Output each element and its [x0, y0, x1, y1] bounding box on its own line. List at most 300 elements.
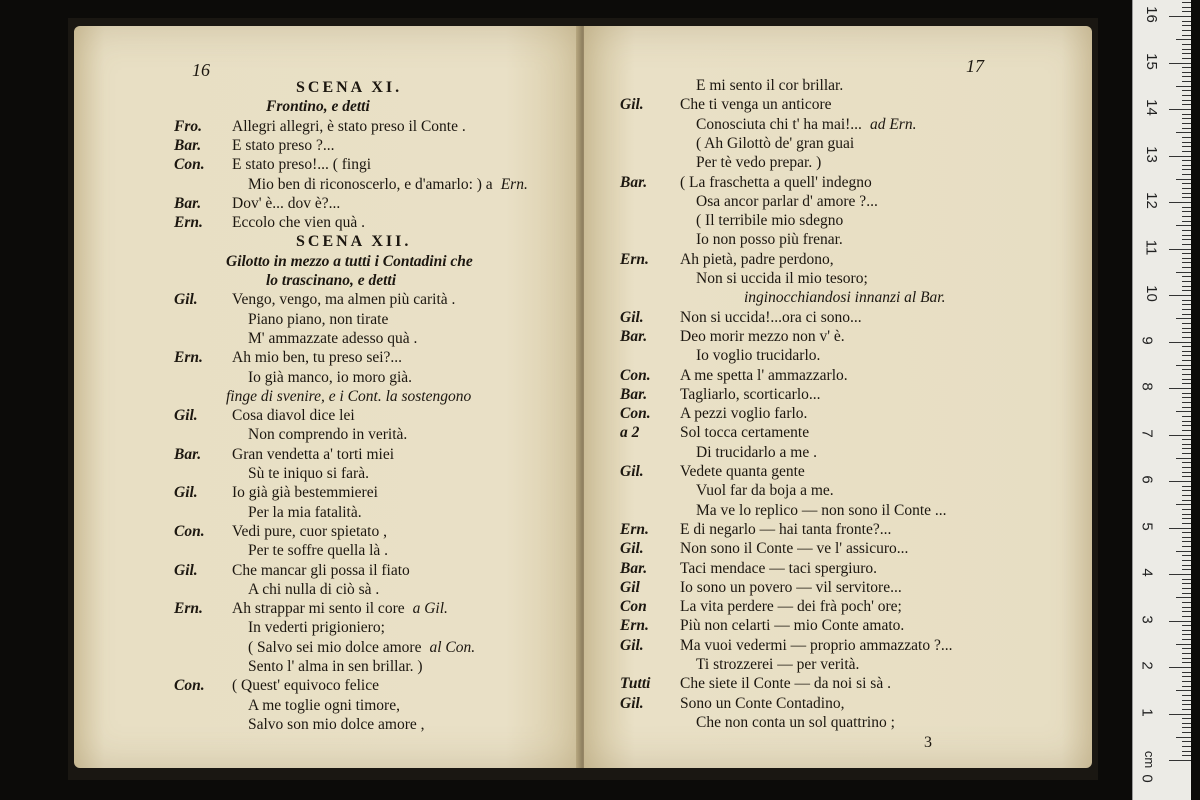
ruler-tick	[1182, 518, 1191, 519]
signature-mark: 3	[924, 734, 932, 751]
ruler-tick	[1176, 132, 1191, 133]
page-number-right: 17	[966, 56, 984, 76]
verse-text: Ah strappar mi sento il core	[232, 600, 405, 618]
stage-direction: al Con.	[429, 638, 476, 656]
verse-text: Dov' è... dov è?...	[232, 194, 341, 212]
text-line	[620, 636, 952, 655]
ruler-label: 15	[1142, 52, 1160, 70]
verse-text: Vuol far da boja a me.	[696, 482, 834, 500]
text-line	[620, 327, 845, 346]
ruler-tick	[1169, 109, 1191, 110]
speaker-label: Gil.	[620, 540, 644, 558]
ruler-tick	[1182, 560, 1191, 561]
verse-text: E stato preso!... ( fingi	[232, 156, 372, 174]
ruler-tick	[1169, 388, 1191, 389]
text-line	[620, 308, 862, 327]
ruler-tick	[1169, 16, 1191, 17]
ruler-tick	[1182, 686, 1191, 687]
ruler-tick	[1182, 142, 1191, 143]
ruler-tick	[1182, 300, 1191, 301]
text-line	[620, 694, 844, 713]
ruler-tick	[1176, 644, 1191, 645]
ruler-label: 10	[1142, 285, 1160, 302]
speaker-label: Bar.	[174, 445, 202, 463]
ruler-tick	[1182, 662, 1191, 663]
text-line	[174, 348, 402, 367]
ruler-tick	[1182, 146, 1191, 147]
ruler-tick	[1182, 607, 1191, 608]
ruler-tick	[1182, 267, 1191, 268]
ruler-tick	[1169, 760, 1191, 761]
verse-text: Io già già bestemmierei	[232, 484, 378, 502]
verse-text: M' ammazzate adesso quà .	[248, 329, 418, 347]
ruler-tick	[1169, 435, 1191, 436]
ruler-tick	[1182, 634, 1191, 635]
ruler-tick	[1176, 458, 1191, 459]
text-line	[620, 520, 891, 539]
ruler-tick	[1182, 741, 1191, 742]
ruler-label: 3	[1138, 614, 1156, 624]
ruler-tick	[1182, 346, 1191, 347]
verse-text: Più non celarti — mio Conte amato.	[680, 617, 905, 635]
ruler-tick	[1182, 369, 1191, 370]
ruler-tick	[1182, 658, 1191, 659]
verse-text: Allegri allegri, è stato preso il Conte .	[232, 117, 466, 135]
ruler-tick	[1182, 630, 1191, 631]
speaker-label: Ern.	[620, 617, 649, 635]
scene-subheading: lo trascinano, e detti	[266, 272, 397, 289]
speaker-label: Bar.	[620, 559, 648, 577]
ruler-tick	[1182, 495, 1191, 496]
ruler-tick	[1182, 500, 1191, 501]
text-line	[266, 271, 396, 290]
verse-text: Ah mio ben, tu preso sei?...	[232, 349, 403, 367]
ruler-tick	[1182, 421, 1191, 422]
book	[68, 18, 1098, 780]
ruler-tick	[1182, 374, 1191, 375]
ruler-tick	[1182, 472, 1191, 473]
ruler-tick	[1182, 290, 1191, 291]
verse-text: Per tè vedo prepar. )	[696, 154, 822, 172]
ruler-tick	[1182, 235, 1191, 236]
ruler-tick	[1182, 537, 1191, 538]
ruler-tick	[1182, 49, 1191, 50]
text-line	[174, 638, 475, 657]
verse-text: ( Il terribile mio sdegno	[696, 212, 844, 230]
ruler-tick	[1182, 579, 1191, 580]
text-line	[620, 616, 904, 635]
verse-text: Vengo, vengo, ma almen più carità .	[232, 291, 456, 309]
ruler-tick	[1182, 355, 1191, 356]
text-line	[620, 192, 878, 211]
text-line	[174, 599, 448, 618]
ruler-tick	[1182, 541, 1191, 542]
ruler-tick	[1182, 583, 1191, 584]
ruler-tick	[1182, 486, 1191, 487]
ruler-tick	[1182, 174, 1191, 175]
ruler-tick	[1182, 104, 1191, 105]
speaker-label: Bar.	[174, 136, 202, 154]
ruler-tick	[1182, 700, 1191, 701]
ruler-tick	[1182, 165, 1191, 166]
ruler-tick	[1182, 76, 1191, 77]
ruler-tick	[1182, 602, 1191, 603]
ruler-label: 14	[1142, 99, 1160, 116]
ruler-tick	[1169, 249, 1191, 250]
verse-text: Deo morir mezzo non v' è.	[680, 327, 845, 345]
text-line	[174, 618, 385, 637]
text-line	[174, 503, 362, 522]
ruler-tick	[1176, 225, 1191, 226]
ruler-tick	[1182, 718, 1191, 719]
text-line	[620, 250, 834, 269]
ruler-tick	[1182, 262, 1191, 263]
measurement-ruler	[1132, 0, 1191, 800]
text-line	[620, 366, 848, 385]
text-line	[620, 713, 895, 732]
ruler-tick	[1182, 532, 1191, 533]
ruler-tick	[1182, 444, 1191, 445]
verse-text: Che ti venga un anticore	[680, 96, 832, 114]
ruler-tick	[1182, 727, 1191, 728]
ruler-tick	[1182, 30, 1191, 31]
ruler-label: 2	[1138, 661, 1156, 670]
verse-text: Sento l' alma in sen brillar. )	[248, 658, 423, 675]
speaker-label: Con.	[620, 405, 651, 423]
ruler-tick	[1182, 509, 1191, 510]
text-line	[620, 539, 908, 558]
ruler-tick	[1176, 318, 1191, 319]
stage-direction: finge di svenire, e i Cont. la sostengono	[226, 387, 472, 405]
speaker-label: Ern.	[174, 349, 203, 367]
verse-text: ( Salvo sei mio dolce amore	[248, 638, 422, 656]
ruler-tick	[1182, 323, 1191, 324]
speaker-label: Gil.	[174, 291, 198, 309]
ruler-label: 0	[1138, 774, 1156, 783]
verse-text: Sù te iniquo si farà.	[248, 465, 369, 482]
ruler-label: 11	[1142, 239, 1160, 255]
speaker-label: Ern.	[620, 520, 649, 538]
ruler-tick	[1182, 281, 1191, 282]
text-line	[174, 696, 400, 715]
ruler-tick	[1176, 365, 1191, 366]
text-line	[620, 134, 854, 153]
verse-text: Cosa diavol dice lei	[232, 407, 355, 425]
verse-text: Ah pietà, padre perdono,	[680, 250, 834, 268]
speaker-label: Gil.	[620, 636, 644, 654]
ruler-tick	[1169, 481, 1191, 482]
ruler-tick	[1182, 95, 1191, 96]
verse-text: Io voglio trucidarlo.	[696, 347, 821, 365]
ruler-tick	[1176, 179, 1191, 180]
ruler-tick	[1182, 21, 1191, 22]
right-page	[584, 26, 1092, 768]
text-line	[620, 481, 834, 500]
ruler-tick	[1182, 169, 1191, 170]
ruler-tick	[1182, 593, 1191, 594]
speaker-label: Gil.	[174, 561, 198, 579]
ruler-label: 7	[1138, 428, 1156, 438]
ruler-tick	[1182, 393, 1191, 394]
ruler-tick	[1182, 462, 1191, 463]
text-line	[174, 541, 388, 560]
verse-text: Per la mia fatalità.	[248, 503, 362, 521]
ruler-tick	[1176, 690, 1191, 691]
ruler-tick	[1182, 379, 1191, 380]
ruler-tick	[1182, 239, 1191, 240]
ruler-tick	[1182, 755, 1191, 756]
verse-text: Sol tocca certamente	[680, 424, 810, 442]
speaker-label: Gil.	[620, 308, 644, 326]
speaker-label: Bar.	[620, 173, 648, 191]
ruler-tick	[1182, 276, 1191, 277]
ruler-tick	[1169, 342, 1191, 343]
verse-text: A chi nulla di ciò sà .	[248, 580, 380, 598]
ruler-tick	[1182, 490, 1191, 491]
text-line	[620, 443, 817, 462]
text-line	[174, 425, 407, 444]
ruler-tick	[1182, 555, 1191, 556]
ruler-tick	[1182, 11, 1191, 12]
ruler-label: 5	[1138, 521, 1156, 531]
ruler-tick	[1182, 639, 1191, 640]
ruler-tick	[1182, 25, 1191, 26]
ruler-tick	[1182, 407, 1191, 408]
ruler-tick	[1182, 723, 1191, 724]
speaker-label: Gil.	[620, 96, 644, 114]
ruler-tick	[1182, 160, 1191, 161]
ruler-tick	[1182, 118, 1191, 119]
speaker-label: Con.	[620, 366, 651, 384]
ruler-tick	[1182, 732, 1191, 733]
ruler-tick	[1182, 676, 1191, 677]
ruler-tick	[1169, 63, 1191, 64]
ruler-tick	[1182, 123, 1191, 124]
ruler-tick	[1182, 746, 1191, 747]
ruler-tick	[1182, 448, 1191, 449]
text-line	[620, 559, 877, 578]
verse-text: Che non conta un sol quattrino ;	[696, 713, 895, 731]
verse-text: Eccolo che vien quà .	[232, 214, 365, 232]
verse-text: ( La fraschetta a quell' indegno	[680, 173, 872, 191]
ruler-tick	[1182, 100, 1191, 101]
ruler-tick	[1182, 128, 1191, 129]
speaker-label: Con.	[174, 156, 205, 174]
ruler-tick	[1182, 402, 1191, 403]
ruler-tick	[1176, 411, 1191, 412]
ruler-tick	[1182, 425, 1191, 426]
verse-text: Tagliarlo, scorticarlo...	[680, 385, 821, 403]
ruler-tick	[1169, 574, 1191, 575]
ruler-tick	[1182, 546, 1191, 547]
text-line	[620, 404, 807, 423]
speaker-label: Con	[620, 598, 647, 616]
verse-text: In vederti prigioniero;	[248, 619, 385, 637]
ruler-tick	[1176, 504, 1191, 505]
text-line	[620, 462, 805, 481]
left-page	[74, 26, 582, 768]
text-line	[174, 676, 379, 695]
ruler-tick	[1182, 332, 1191, 333]
verse-text: Che mancar gli possa il fiato	[232, 561, 410, 579]
text-line	[296, 232, 411, 251]
speaker-label: Ern.	[174, 214, 203, 232]
ruler-tick	[1182, 137, 1191, 138]
speaker-label: Gil.	[620, 463, 644, 480]
ruler-label: 4	[1138, 568, 1156, 577]
ruler-tick	[1182, 383, 1191, 384]
scene-subheading: Gilotto in mezzo a tutti i Contadini che	[226, 252, 473, 270]
ruler-tick	[1182, 565, 1191, 566]
stage-direction: ad Ern.	[869, 115, 917, 133]
ruler-tick	[1182, 337, 1191, 338]
ruler-tick	[1182, 695, 1191, 696]
stage-direction: a Gil.	[412, 600, 448, 618]
text-line	[620, 423, 809, 442]
ruler-tick	[1182, 67, 1191, 68]
ruler-tick	[1169, 202, 1191, 203]
verse-text: A me toglie ogni timore,	[248, 696, 400, 714]
speaker-label: Tutti	[620, 675, 651, 693]
ruler-tick	[1182, 351, 1191, 352]
ruler-tick	[1182, 258, 1191, 259]
ruler-tick	[1176, 737, 1191, 738]
verse-text: A pezzi voglio farlo.	[680, 405, 808, 423]
ruler-tick	[1182, 253, 1191, 254]
scene-heading: SCENA XII.	[296, 233, 412, 251]
page-number-left: 16	[192, 60, 210, 80]
ruler-tick	[1182, 611, 1191, 612]
ruler-tick	[1182, 476, 1191, 477]
verse-text: Non sono il Conte — ve l' assicuro...	[680, 540, 909, 558]
ruler-tick	[1182, 397, 1191, 398]
text-line	[174, 561, 410, 580]
ruler-tick	[1182, 588, 1191, 589]
text-line	[174, 136, 334, 155]
ruler-tick	[1182, 216, 1191, 217]
ruler-label: 12	[1142, 192, 1160, 209]
text-line	[620, 173, 872, 192]
ruler-tick	[1182, 314, 1191, 315]
verse-text: Io non posso più frenar.	[696, 231, 843, 249]
verse-text: ( Quest' equivoco felice	[232, 677, 379, 695]
text-line	[620, 230, 843, 249]
text-line	[174, 522, 387, 541]
text-line	[174, 715, 425, 734]
ruler-tick	[1182, 44, 1191, 45]
ruler-tick	[1176, 39, 1191, 40]
ruler-tick	[1182, 709, 1191, 710]
verse-text: Non si uccida!...ora ci sono...	[680, 308, 862, 326]
text-line	[620, 95, 832, 114]
ruler-tick	[1182, 304, 1191, 305]
scene-heading: SCENA XI.	[296, 79, 403, 96]
verse-text: Vedete quanta gente	[680, 463, 805, 480]
ruler-tick	[1182, 244, 1191, 245]
ruler-tick	[1182, 751, 1191, 752]
ruler-tick	[1182, 328, 1191, 329]
stage-direction: Ern.	[500, 175, 528, 193]
text-line	[174, 329, 417, 348]
verse-text: Osa ancor parlar d' amore ?...	[696, 192, 878, 210]
ruler-tick	[1182, 286, 1191, 287]
text-line	[620, 269, 868, 288]
verse-text: Di trucidarlo a me .	[696, 443, 817, 461]
text-line	[620, 211, 843, 230]
text-line	[174, 175, 528, 194]
speaker-label: Bar.	[174, 194, 202, 212]
text-line	[620, 501, 947, 520]
ruler-tick	[1182, 35, 1191, 36]
speaker-label: Bar.	[620, 327, 648, 345]
verse-text: Sono un Conte Contadino,	[680, 694, 845, 712]
speaker-label: Gil.	[174, 484, 198, 502]
speaker-label: a 2	[620, 424, 640, 442]
speaker-label: Gil.	[174, 407, 198, 425]
speaker-label: Ern.	[620, 250, 649, 268]
text-line	[296, 78, 402, 97]
verse-text: E stato preso ?...	[232, 136, 335, 154]
ruler-tick	[1182, 430, 1191, 431]
ruler-tick	[1182, 58, 1191, 59]
ruler-tick	[1176, 86, 1191, 87]
ruler-tick	[1182, 704, 1191, 705]
speaker-label: Con.	[174, 677, 205, 695]
ruler-tick	[1169, 714, 1191, 715]
ruler-tick	[1182, 221, 1191, 222]
verse-text: Per te soffre quella là .	[248, 542, 389, 560]
text-line	[174, 310, 388, 329]
ruler-tick	[1182, 360, 1191, 361]
ruler-tick	[1169, 621, 1191, 622]
text-line	[620, 385, 821, 404]
text-line	[266, 97, 370, 116]
text-line	[174, 657, 423, 676]
text-line	[174, 464, 369, 483]
speaker-label: Fro.	[174, 117, 202, 135]
ruler-tick	[1182, 151, 1191, 152]
ruler-tick	[1169, 295, 1191, 296]
ruler-label: 9	[1138, 335, 1156, 345]
verse-text: A me spetta l' ammazzarlo.	[680, 366, 848, 384]
ruler-tick	[1182, 211, 1191, 212]
text-line	[620, 578, 902, 597]
text-line	[620, 115, 916, 134]
ruler-tick	[1182, 193, 1191, 194]
verse-text: E mi sento il cor brillar.	[696, 77, 844, 94]
ruler-tick	[1182, 616, 1191, 617]
ruler-tick	[1182, 569, 1191, 570]
ruler-tick	[1182, 625, 1191, 626]
text-line	[174, 406, 355, 425]
ruler-tick	[1182, 439, 1191, 440]
text-line	[174, 213, 365, 232]
ruler-tick	[1182, 514, 1191, 515]
ruler-tick	[1182, 188, 1191, 189]
text-line	[174, 290, 455, 309]
ruler-tick	[1182, 230, 1191, 231]
text-line	[226, 252, 473, 271]
ruler-label: 6	[1138, 475, 1156, 484]
verse-text: La vita perdere — dei frà poch' ore;	[680, 598, 902, 616]
verse-text: Non si uccida il mio tesoro;	[696, 270, 868, 287]
text-line	[226, 387, 471, 406]
stage-direction: inginocchiandosi innanzi al Bar.	[744, 289, 946, 307]
text-line	[744, 288, 946, 307]
text-line	[620, 76, 843, 95]
ruler-tick	[1182, 72, 1191, 73]
ruler-tick	[1182, 183, 1191, 184]
